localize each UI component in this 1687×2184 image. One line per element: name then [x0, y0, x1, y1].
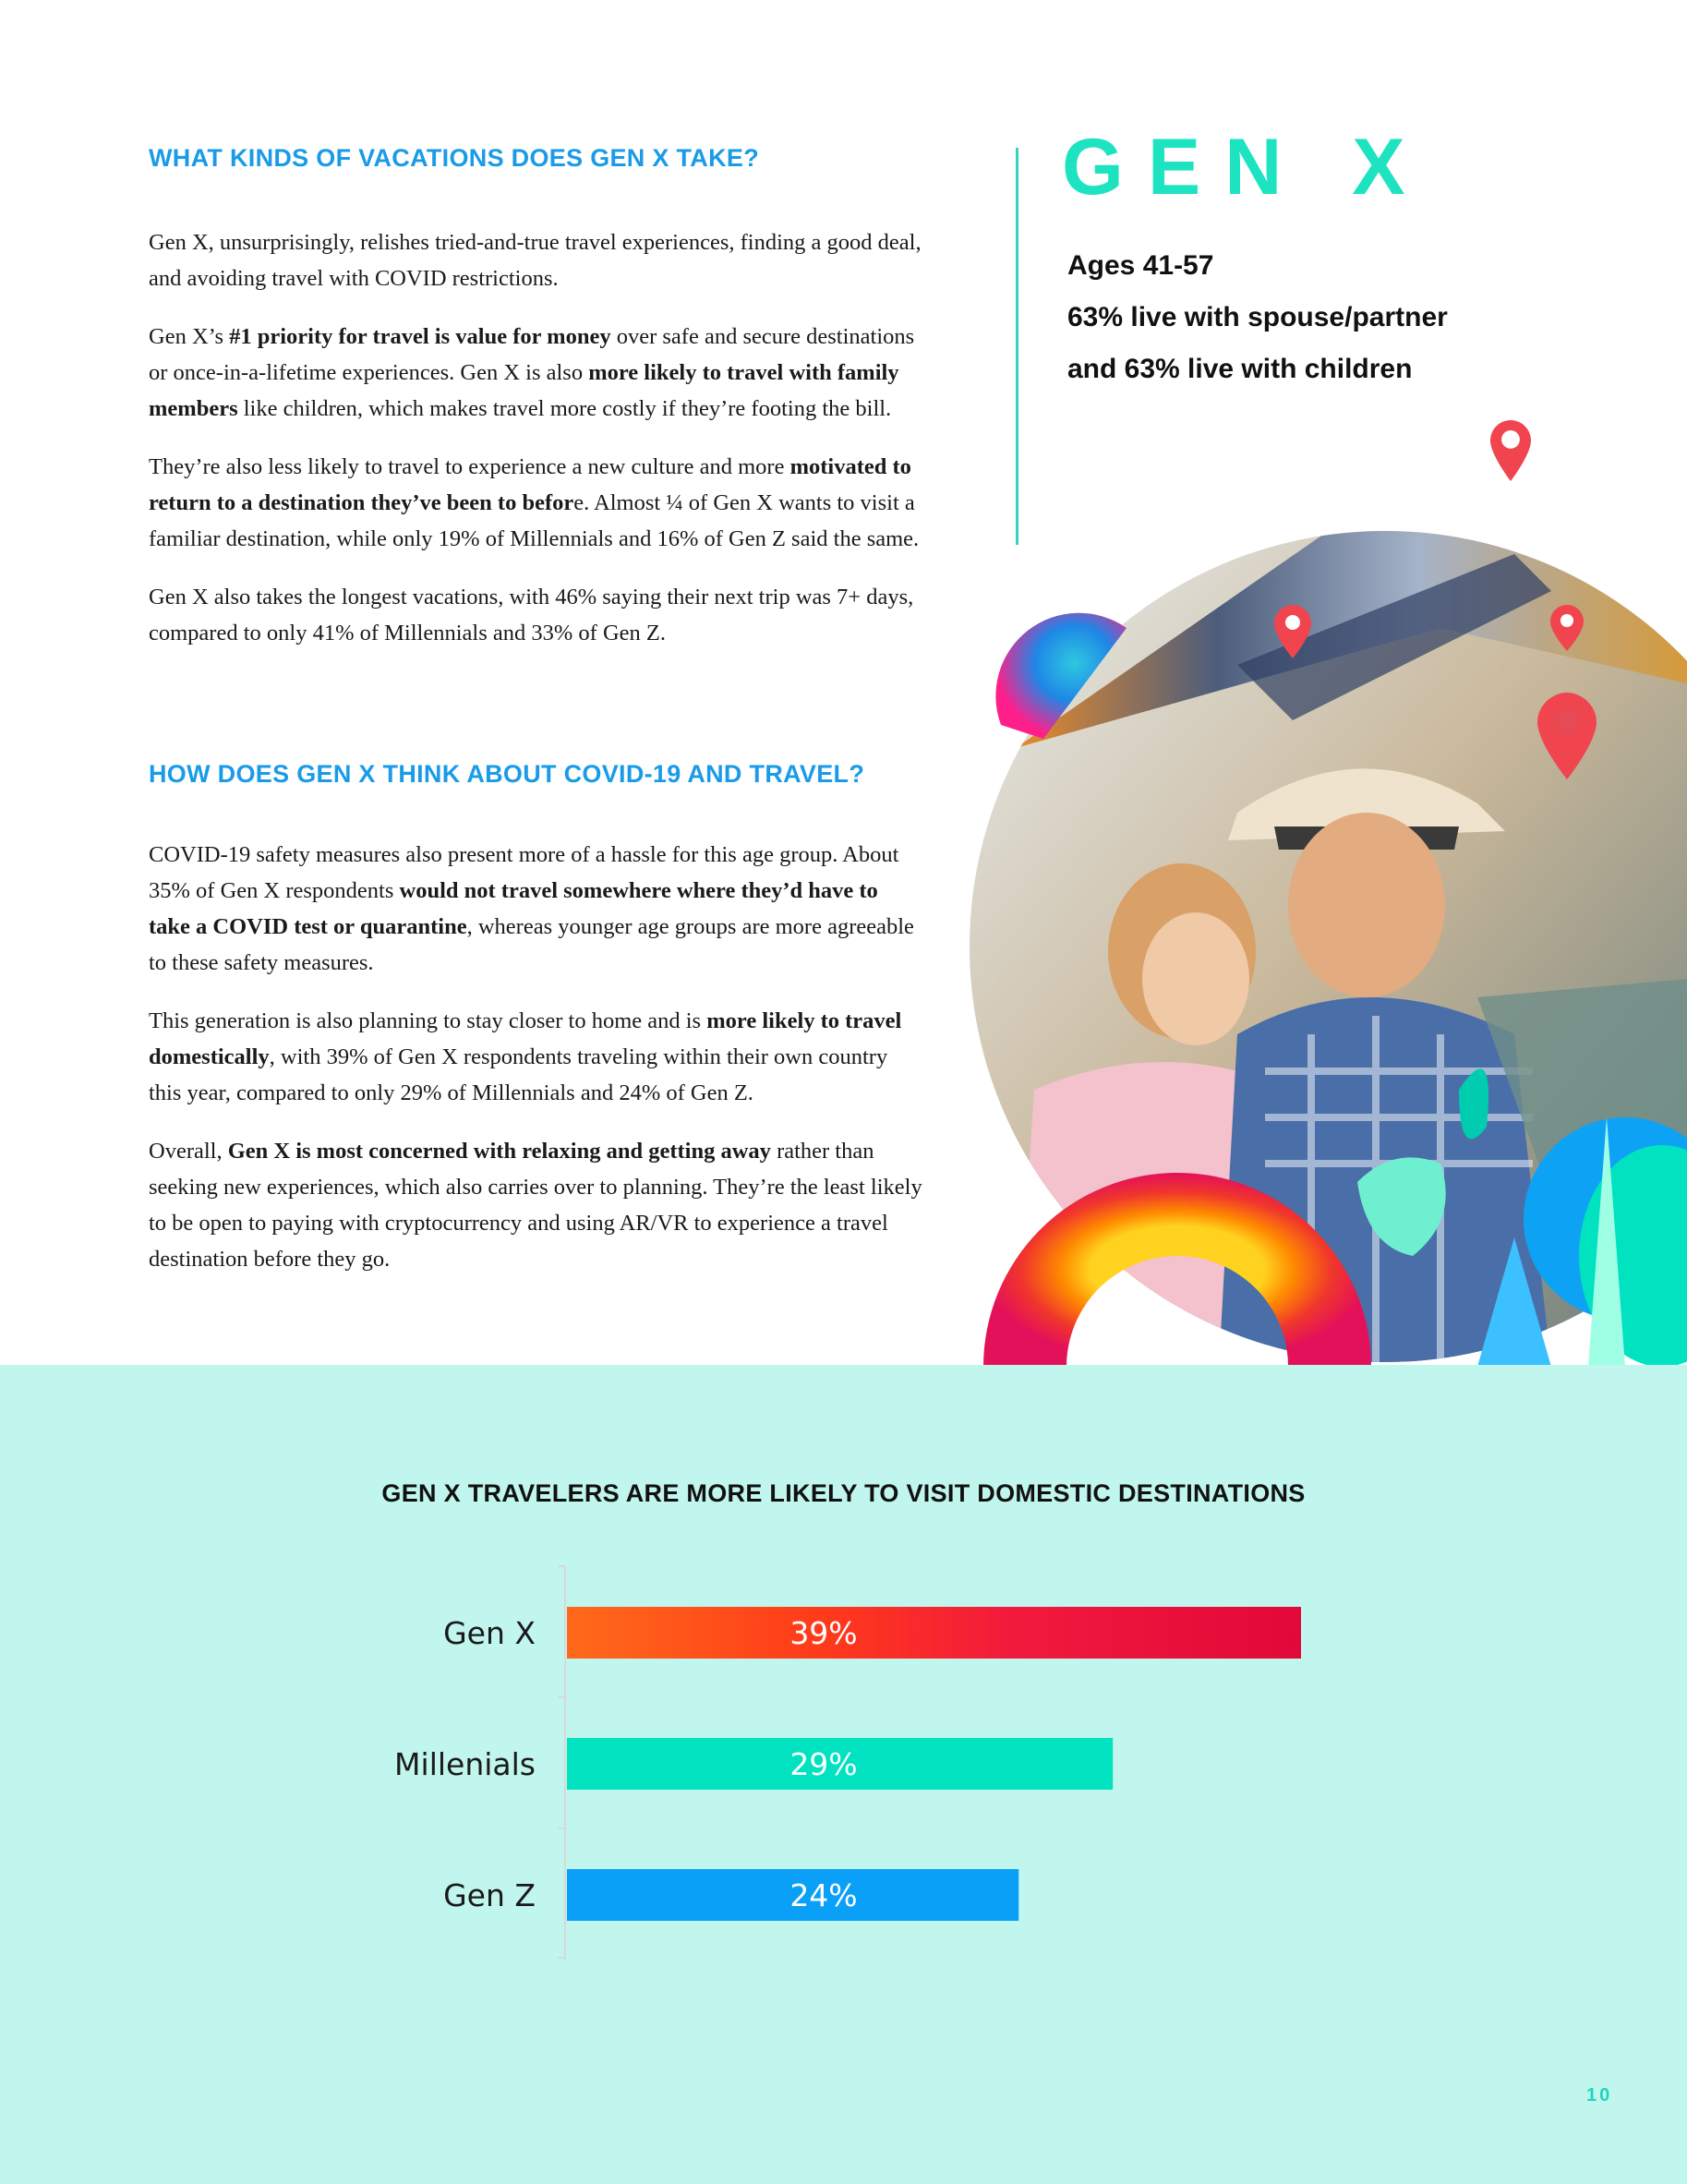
- section-heading-covid: HOW DOES GEN X THINK ABOUT COVID-19 AND TRAVEL?: [149, 760, 865, 788]
- data-label: 29%: [789, 1746, 858, 1782]
- paragraph: They’re also less likely to travel to experience a new culture and more motivated to return to a destination they’ve been to before. Almost ¼ of Gen X wants to visit a familiar destination, while only 19% of Millennials and 16% of Gen Z said the same.: [149, 454, 920, 551]
- bar-gen-x: [567, 1607, 1301, 1659]
- generation-title: GEN X: [1062, 123, 1429, 211]
- paragraph: COVID-19 safety measures also present more of a hassle for this age group. About 35% of Gen X respondents would not travel somewhere where they’d have to take a COVID test or quarantine, whereas younger age groups are more agreeable to these safety measures.: [149, 842, 914, 975]
- profile-children-stat: and 63% live with children: [1067, 354, 1413, 384]
- data-label: 24%: [789, 1877, 858, 1913]
- category-label: Millenials: [394, 1746, 536, 1782]
- data-label: 39%: [789, 1615, 858, 1651]
- paragraph: Overall, Gen X is most concerned with relaxing and getting away rather than seeking new experiences, which also carries over to planning. They’re the least likely to be open to paying with cryptocurrency and using AR/VR to experience a travel destination before they go.: [149, 1139, 922, 1272]
- chart-title: GEN X TRAVELERS ARE MORE LIKELY TO VISIT DOMESTIC DESTINATIONS: [381, 1479, 1306, 1507]
- section-heading-vacations: WHAT KINDS OF VACATIONS DOES GEN X TAKE?: [149, 144, 760, 172]
- page-number: 10: [1586, 2085, 1613, 2106]
- profile-ages: Ages 41-57: [1067, 250, 1214, 281]
- profile-spouse-stat: 63% live with spouse/partner: [1067, 302, 1448, 332]
- category-label: Gen X: [443, 1615, 536, 1651]
- category-label: Gen Z: [443, 1877, 536, 1913]
- paragraph: Gen X, unsurprisingly, relishes tried-and-true travel experiences, finding a good deal, and avoiding travel with COVID restrictions.: [149, 230, 922, 291]
- paragraph: Gen X also takes the longest vacations, with 46% saying their next trip was 7+ days, compared to only 41% of Millennials and 33% of Gen Z.: [149, 585, 914, 646]
- paragraph: Gen X’s #1 priority for travel is value for money over safe and secure destinations or once-in-a-lifetime experiences. Gen X is also more likely to travel with family members like children, which makes travel more costly if they’re footing the bill.: [149, 324, 915, 421]
- paragraph: This generation is also planning to stay closer to home and is more likely to travel domestically, with 39% of Gen X respondents traveling within their own country this year, compared to only 29% of Millennials and 24% of Gen Z.: [149, 1008, 902, 1105]
